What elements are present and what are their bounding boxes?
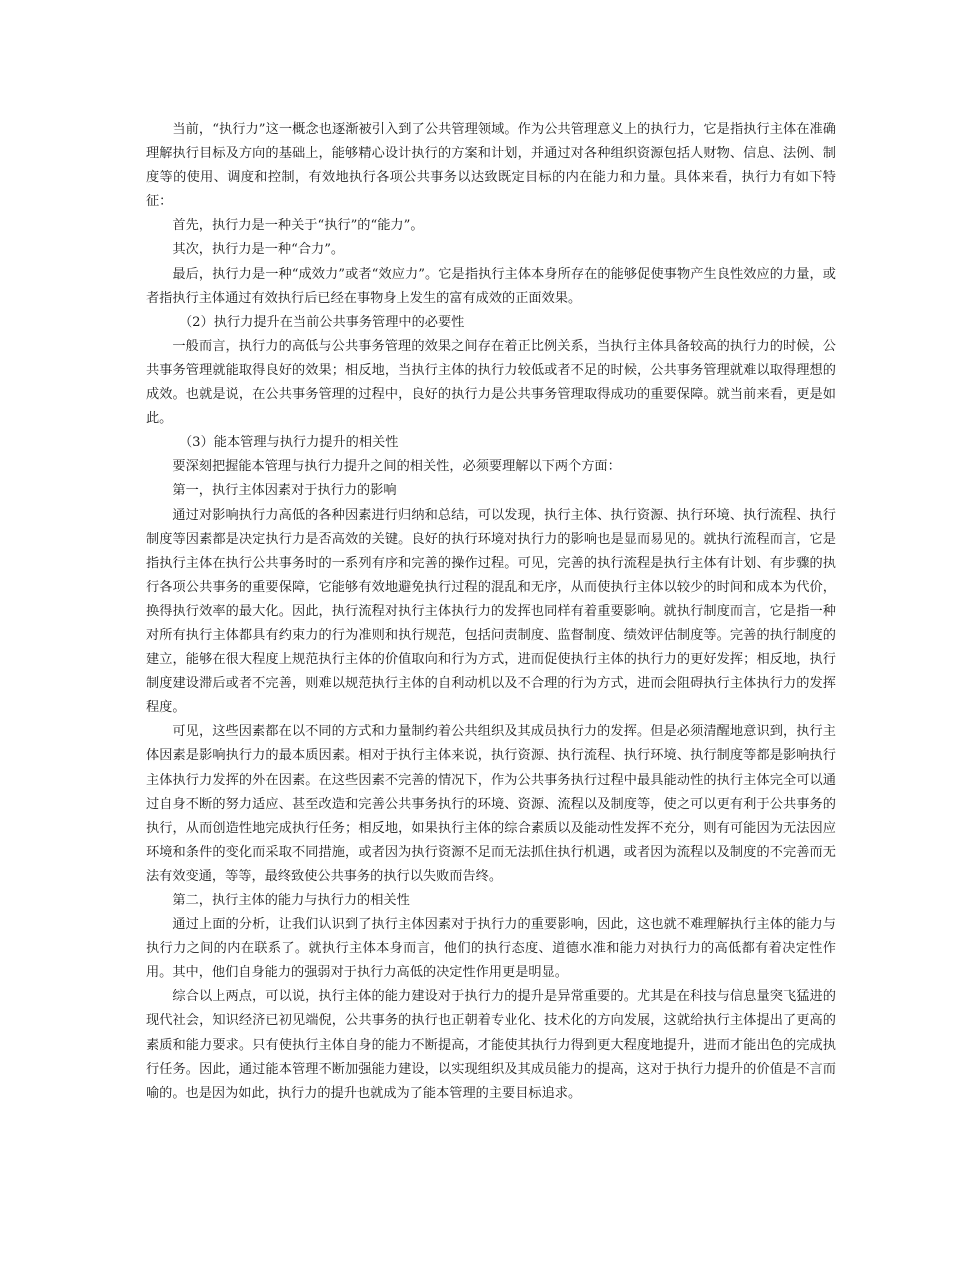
subheading-first: 第一，执行主体因素对于执行力的影响	[172, 483, 397, 499]
paragraph-factors: 通过对影响执行力高低的各种因素进行归纳和总结，可以发现，执行主体、执行资源、执行环境、执行流程、执行制度等因素都是决定执行力是否高效的关键。良好的执行环境对执行力的影响也是显而易见的。就执行流程而言，它是指执行主体在执行公共事务时的一系列有序和完善的操作过程。可见，完善的执行流程是执行主体有计划、有步骤的执行各项公共事务的重要保障，它能够有效地避免执行过程的混乱和无序，从而使执行主体以较少的时间和成本为代价，换得执行效率的最大化。因此，执行流程对执行主体执行力的发挥也同样有着重要影响。就执行制度而言，它是指一种对所有执行主体都具有约束力的行为准则和执行规范，包括问责制度、监督制度、绩效评估制度等。完善的执行制度的建立，能够在很大程度上规范执行主体的价值取向和行为方式，进而促使执行主体的执行力的更好发挥；相反地，执行制度建设滞后或者不完善，则难以规范执行主体的自利动机以及不合理的行为方式，进而会阻碍执行主体执行力的发挥程度。	[146, 507, 836, 716]
subheading-second: 第二，执行主体的能力与执行力的相关性	[172, 893, 410, 908]
paragraph-feature-last: 最后，执行力是一种“成效力”或者“效应力”。它是指执行主体本身所存在的能够促使事物产生良性效应的力量，或者指执行主体通过有效执行后已经在事物身上发生的富有成效的正面效果。	[146, 266, 836, 306]
paragraph-feature-second: 其次，执行力是一种“合力”。	[172, 242, 345, 258]
document-body	[146, 118, 836, 1106]
paragraph-essential-factor: 可见，这些因素都在以不同的方式和力量制约着公共组织及其成员执行力的发挥。但是必须清醒地意识到，执行主体因素是影响执行力的最本质因素。相对于执行主体来说，执行资源、执行流程、执行环境、执行制度等都是影响执行主体执行力发挥的外在因素。在这些因素不完善的情况下，作为公共事务执行过程中最具能动性的执行主体完全可以通过自身不断的努力适应、甚至改造和完善公共事务执行的环境、资源、流程以及制度等，使之可以更有利于公共事务的执行，从而创造性地完成执行任务；相反地，如果执行主体的综合素质以及能动性发挥不充分，则有可能因为无法因应环境和条件的变化而采取不同措施，或者因为执行资源不足而无法抓住执行机遇，或者因为流程以及制度的不完善而无法有效变通，等等，最终致使公共事务的执行以失败而告终。	[146, 724, 836, 884]
paragraph-ability-relation: 通过上面的分析，让我们认识到了执行主体因素对于执行力的重要影响，因此，这也就不难理解执行主体的能力与执行力之间的内在联系了。就执行主体本身而言，他们的执行态度、道德水准和能力对执行力的高低都有着决定性作用。其中，他们自身能力的强弱对于执行力高低的决定性作用更是明显。	[146, 917, 836, 981]
paragraph-two-aspects: 要深刻把握能本管理与执行力提升之间的相关性，必须要理解以下两个方面：	[172, 459, 621, 475]
paragraph-necessity: 一般而言，执行力的高低与公共事务管理的效果之间存在着正比例关系，当执行主体具备较高的执行力的时候，公共事务管理就能取得良好的效果；相反地，当执行主体的执行力较低或者不足的时候，公共事务管理就难以取得理想的成效。也就是说，在公共事务管理的过程中，良好的执行力是公共事务管理取得成功的重要保障。就当前来看，更是如此。	[146, 338, 836, 427]
section-heading-3: （3）能本管理与执行力提升的相关性	[179, 435, 399, 451]
paragraph-intro: 当前，“执行力”这一概念也逐渐被引入到了公共管理领域。作为公共管理意义上的执行力，它是指执行主体在准确理解执行目标及方向的基础上，能够精心设计执行的方案和计划，并通过对各种组织资源包括人财物、信息、法例、制度等的使用、调度和控制，有效地执行各项公共事务以达致既定目标的内在能力和力量。具体来看，执行力有如下特征：	[146, 122, 836, 210]
section-heading-2: （2）执行力提升在当前公共事务管理中的必要性	[179, 314, 465, 330]
paragraph-feature-first: 首先，执行力是一种关于“执行”的“能力”。	[172, 218, 424, 234]
paragraph-conclusion: 综合以上两点，可以说，执行主体的能力建设对于执行力的提升是异常重要的。尤其是在科技与信息量突飞猛进的现代社会，知识经济已初见端倪，公共事务的执行也正朝着专业化、技术化的方向发展，这就给执行主体提出了更高的素质和能力要求。只有使执行主体自身的能力不断提高，才能使其执行力得到更大程度地提升，进而才能出色的完成执行任务。因此，通过能本管理不断加强能力建设，以实现组织及其成员能力的提高，这对于执行力提升的价值是不言而喻的。也是因为如此，执行力的提升也就成为了能本管理的主要目标追求。	[146, 989, 836, 1101]
